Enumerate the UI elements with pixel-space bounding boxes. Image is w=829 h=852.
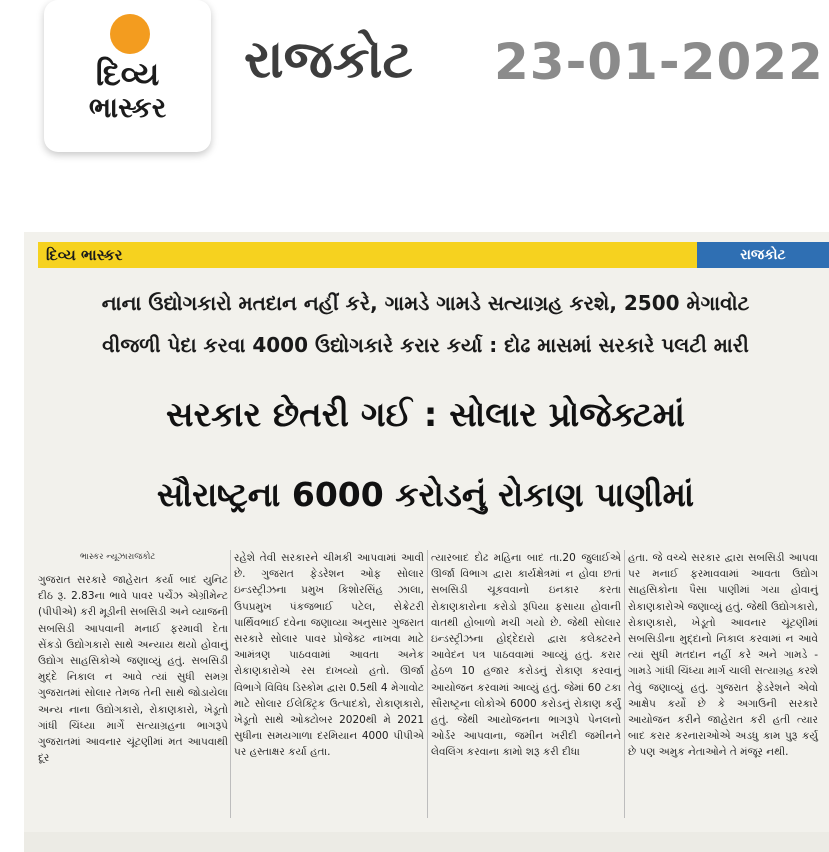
kicker-line-1: નાના ઉદ્યોગકારો મતદાન નહીં કરે, ગામડે ગામડે સત્યાગ્રહ કરશે, 2500 મેગાવોટ (101, 291, 750, 315)
article-column-4 (628, 550, 818, 761)
byline: ભાસ્કર ન્યૂઝ।રાજકોટ (80, 552, 156, 562)
edition-header (0, 0, 829, 150)
sun-icon (110, 14, 150, 54)
headline-line-1: સરકાર છેતરી ગઈ : સોલાર પ્રોજેક્ટમાં (166, 395, 685, 435)
article-body (38, 550, 824, 850)
logo-text-line2: ભાસ્કર (88, 91, 167, 124)
column-3-text: ત્યારબાદ દોઢ મહિના બાદ તા.20 જુલાઈએ ઊર્જા વિભાગ દ્વારા કાર્યક્ષેત્રમાં ન હોવા છતાં સબસિડી ચૂકવવાનો ઇનકાર કરતા રોકાણકારોના કરોડો રૂપિયા ફસાયા હોવાની વાતથી હોબાળો મચી ગયો છે. જેથી સોલાર ઇન્ડસ્ટ્રીઝના હોદ્દેદારો દ્વારા કલેક્ટરને આવેદન પત્ર પાઠવવામાં આવ્યું હતું. કરાર હેઠળ 10 હજાર કરોડનું રોકાણ કરવાનું આયોજન કરવામાં આવ્યું હતું. જેમાં 60 ટકા સૌરાષ્ટ્રના લોકોએ 6000 કરોડનું રોકાણ કર્યું હતું. જેથી આયોજનના ભાગરૂપે પેનલનો ઓર્ડર આપવાના, જમીન ખરીદી જમીનને લેવલિંગ કરવાના કામો શરૂ કરી દીધા (431, 552, 621, 759)
edition-city: રાજકોટ (244, 30, 413, 90)
article-column-3 (431, 550, 621, 761)
section-paper-name: દિવ્ય ભાસ્કર (46, 246, 123, 264)
section-city-tag: રાજકોટ (697, 242, 829, 268)
kicker-line-2: વીજળી પેદા કરવા 4000 ઉદ્યોગકારે કરાર કર્યા : દોઢ માસમાં સરકારે પલટી મારી (102, 333, 749, 357)
column-2-text: રહેશે તેવી સરકારને ચીમકી આપવામાં આવી છે. ગુજરાત ફેડરેશન ઓફ સોલાર ઇન્ડસ્ટ્રીઝના પ્રમુખ કિશોરસિંહ ઝાલા, ઉપપ્રમુખ પંકજભાઈ પટેલ, સેક્રેટરી પાર્થિવભાઈ દવેના જણાવ્યા અનુસાર ગુજરાત સરકારે સોલાર પાવર પ્રોજેક્ટ નાખવા માટે આમંત્રણ પાઠવવામાં આવતા અનેક રોકાણકારોએ રસ દાખવ્યો હતો. ઊર્જા વિભાગે વિવિધ ડિસ્કોમ દ્વારા 0.5થી 4 મેગાવોટ માટે સોલાર ઈલેક્ટ્રિક ઉત્પાદકો, રોકાણકારો, ખેડૂતો સાથે ઓક્ટોબર 2020થી મે 2021 સુધીના સમયગાળા દરમિયાન 4000 પીપીએ પર હસ્તાક્ષર કર્યા હતા. (234, 552, 424, 759)
column-1-text: ગુજરાત સરકારે જાહેરાત કર્યા બાદ યુનિટ દીઠ રૂ. 2.83ના ભાવે પાવર પર્ચેઝ એગ્રીમેન્ટ (પીપીએ) કરી મૂડીની સબસિડી અને વ્યાજની સબસિડી આપવાની મનાઈ ફરમાવી દેતા સેંકડો ઉદ્યોગકારો સાથે અન્યાય થયો હોવાનું ઉદ્યોગ સાહસિકોએ જણાવ્યું હતું. સબસિડી મુદ્દે નિકાલ ન આવે ત્યાં સુધી સમગ્ર ગુજરાતમાં સોલાર તેમજ તેની સાથે જોડાયેલા અન્ય નાના ઉદ્યોગકારો, રોકાણકારો, ખેડૂતો ગાંધી ચિંધ્યા માર્ગે સત્યાગ્રહના ભાગરૂપે ગુજરાતમાં આવનાર ચૂંટણીમાં મત આપવાથી દૂર (38, 574, 228, 765)
section-bar (38, 242, 829, 268)
headline-line-2: સૌરાષ્ટ્રના 6000 કરોડનું રોકાણ પાણીમાં (156, 475, 695, 514)
logo-text-line1: દિવ્ય (95, 55, 160, 93)
bottom-cut-strip (24, 832, 829, 852)
column-divider (230, 550, 231, 818)
column-4-text: હતા. જે વચ્ચે સરકાર દ્વારા સબસિડી આપવા પર મનાઈ ફરમાવવામાં આવતા ઉદ્યોગ સાહસિકોના પૈસા પાણીમાં ગયા હોવાનું રોકાણકારોએ જણાવ્યું હતું. જેથી ઉદ્યોગકારો, રોકાણકારો, ખેડૂતો આવનાર ચૂંટણીમાં સબસિડીના મુદ્દાનો નિકાલ કરવામાં ન આવે ત્યાં સુધી મતદાન નહીં કરે અને ગામડે - ગામડે ગાંધી ચિંધ્યા માર્ગ ચાલી સત્યાગ્રહ કરશે તેવું જણાવ્યું હતું. ગુજરાત ફેડરેશને એવો આક્ષેપ કર્યો છે કે અગાઉની સરકારે આયોજન કરીને જાહેરાત કરી હતી ત્યાર બાદ કરાર કરનારાઓએ અડધુ કામ પુરૂ કર્યુ છે પણ અમુક નેતાઓને તે મંજૂર નથી. (628, 552, 818, 759)
newspaper-clipping (24, 232, 829, 852)
column-divider (427, 550, 428, 818)
article-column-1 (38, 550, 228, 766)
divya-bhaskar-logo (44, 0, 211, 152)
article-column-2 (234, 550, 424, 761)
edition-date: 23-01-2022 (494, 33, 824, 91)
column-divider (624, 550, 625, 818)
